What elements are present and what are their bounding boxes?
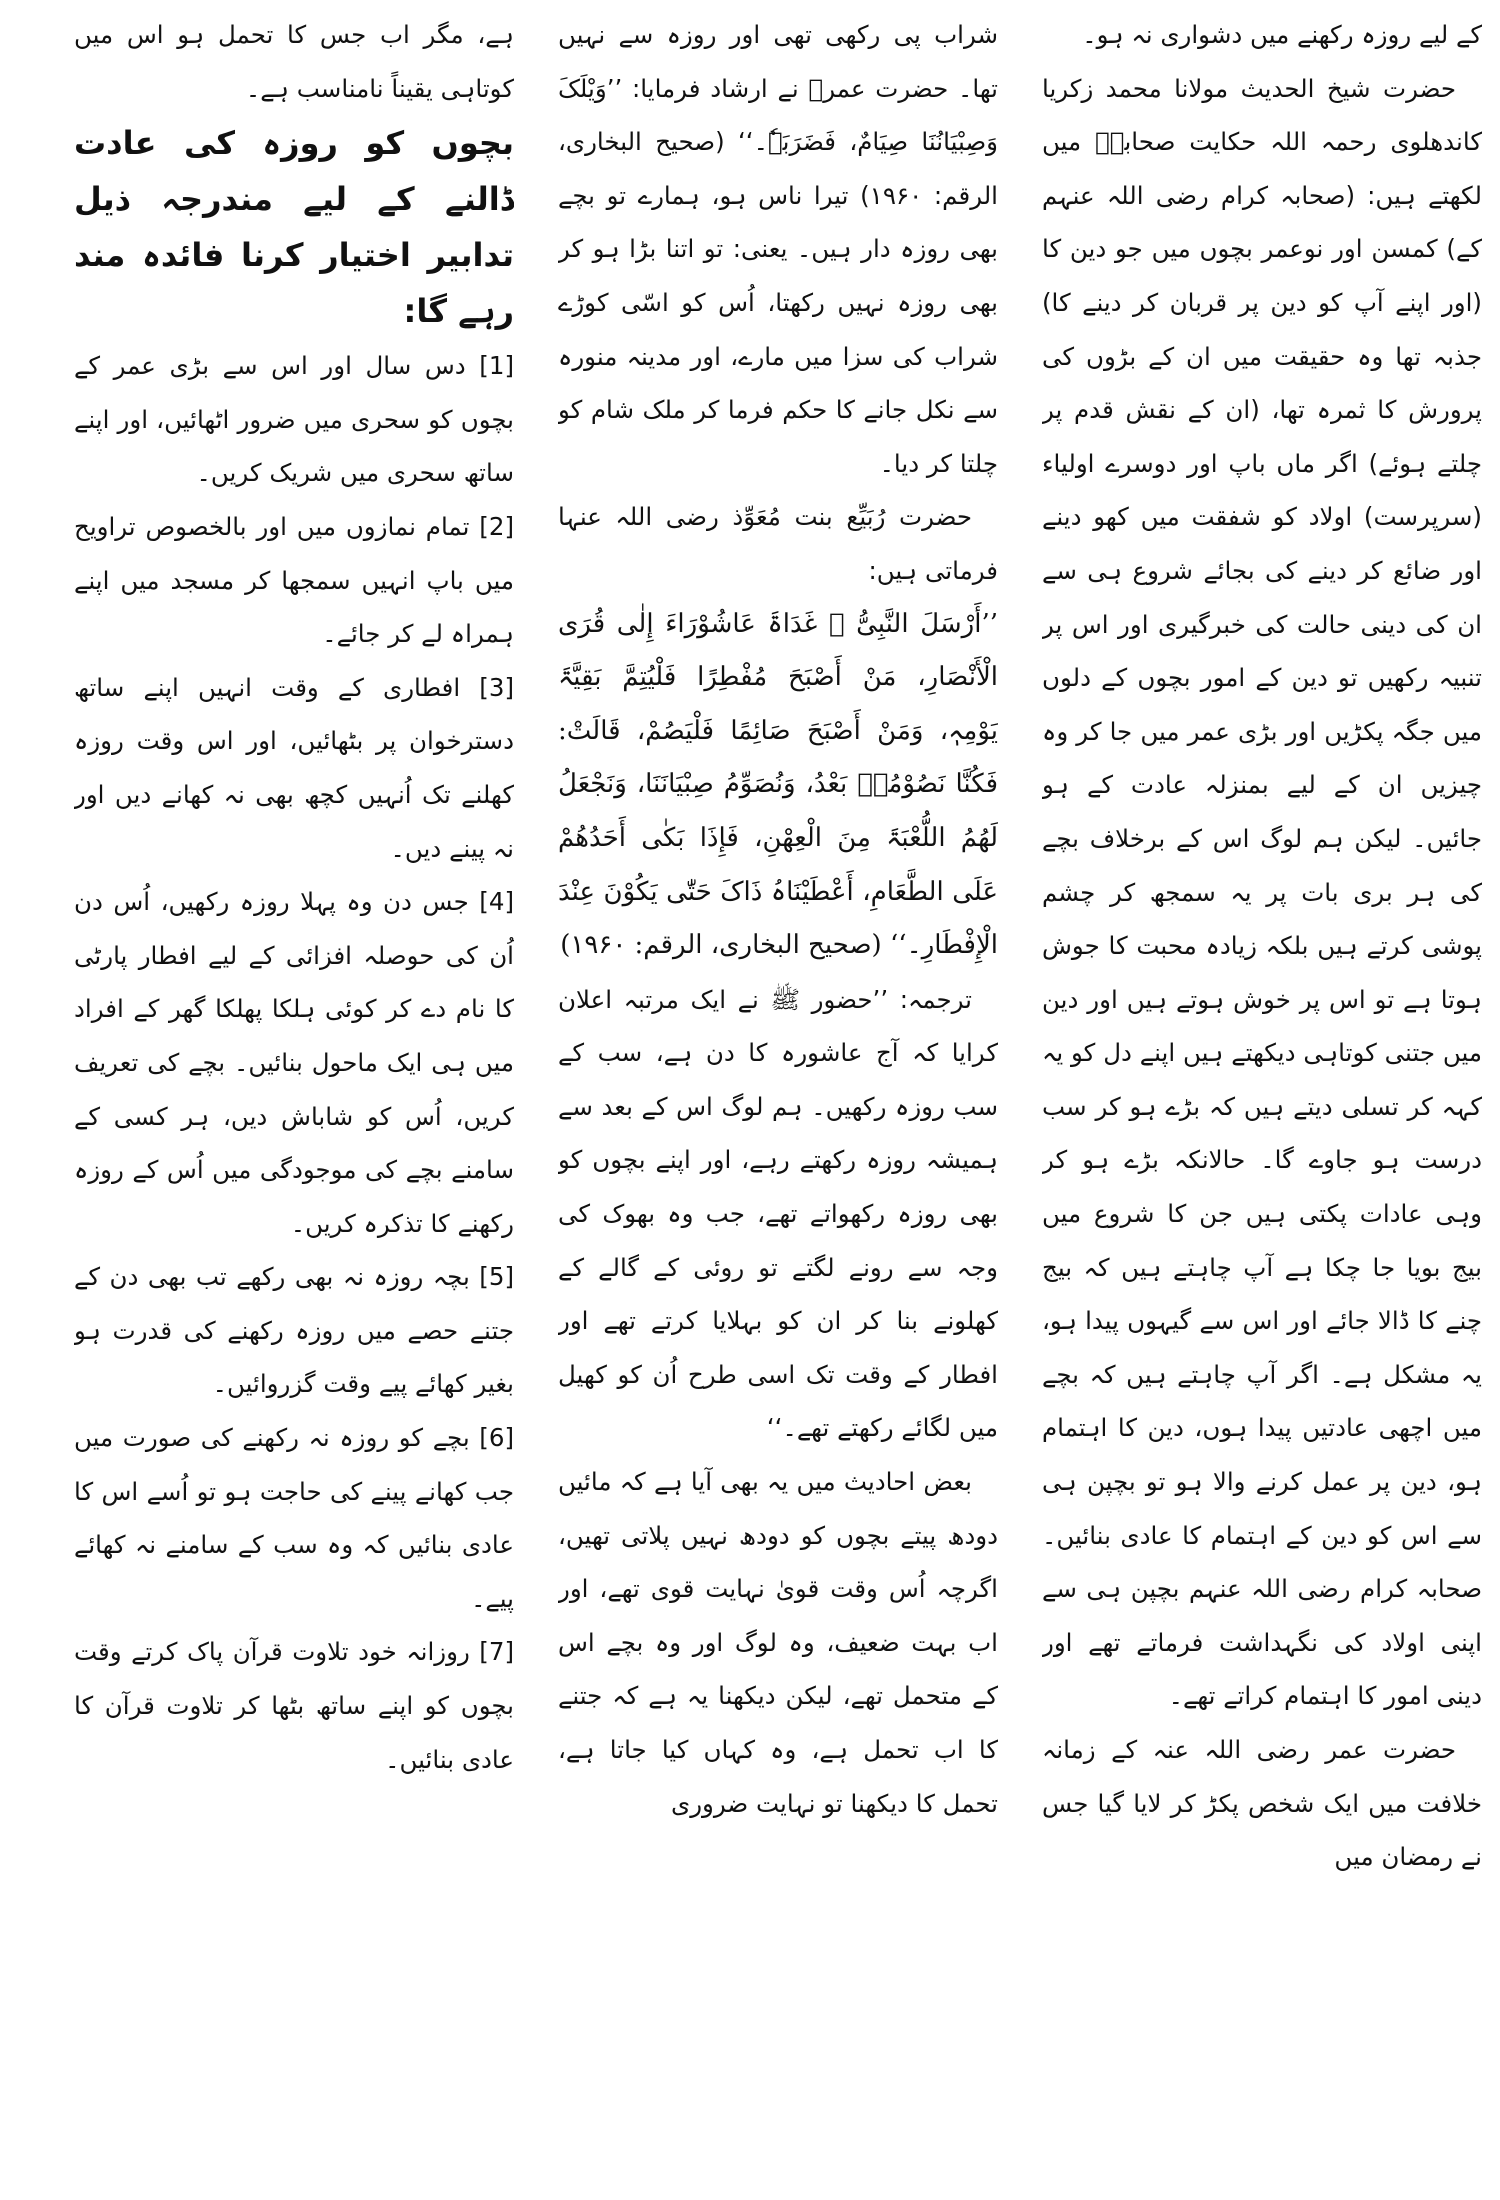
paragraph: حضرت رُبَیِّع بنت مُعَوِّذ رضی اللہ عنہا فرماتی ہیں:	[558, 502, 998, 585]
list-item: [7] روزانہ خود تلاوت قرآن پاک کرتے وقت بچوں کو اپنے ساتھ بٹھا کر تلاوت قرآن کا عادی بنائیں۔	[74, 1637, 514, 1774]
paragraph: شراب پی رکھی تھی اور روزہ سے نہیں تھا۔ حضرت عمرؓ نے ارشاد فرمایا: ’’وَیْلَکَ وَصِبْیَانُنَا صِیَامٌ، فَضَرَبَہٗ۔‘‘ (صحیح البخاری، الرقم: ۱۹۶۰) تیرا ناس ہو، ہمارے تو بچے بھی روزہ دار ہیں۔ یعنی: تو اتنا بڑا ہو کر بھی روزہ نہیں رکھتا، اُس کو اسّی کوڑے شراب کی سزا میں مارے، اور مدینہ منورہ سے نکل جانے کا حکم فرما کر ملک شام کو چلتا کر دیا۔	[558, 20, 998, 478]
list-item: [4] جس دن وہ پہلا روزہ رکھیں، اُس دن اُن کی حوصلہ افزائی کے لیے افطار پارٹی کا نام دے کر کوئی ہلکا پھلکا گھر کے افراد میں ہی ایک ماحول بنائیں۔ بچے کی تعریف کریں، اُس کو شاباش دیں، ہر کسی کے سامنے بچے کی موجودگی میں اُس کے روزہ رکھنے کا تذکرہ کریں۔	[74, 887, 514, 1238]
paragraph: حضرت عمر رضی اللہ عنہ کے زمانہ خلافت میں ایک شخص پکڑ کر لایا گیا جس نے رمضان میں	[1042, 1735, 1482, 1872]
list-item: [6] بچے کو روزہ نہ رکھنے کی صورت میں جب کھانے پینے کی حاجت ہو تو اُسے اس کا عادی بنائیں کہ وہ سب کے سامنے نہ کھائے پیے۔	[74, 1423, 514, 1613]
column-middle	[558, 8, 998, 2190]
paragraph: بعض احادیث میں یہ بھی آیا ہے کہ مائیں دودھ پیتے بچوں کو دودھ نہیں پلاتی تھیں، اگرچہ اُس وقت قویٰ نہایت قوی تھے، اور اب بہت ضعیف، وہ لوگ اور وہ بچے اس کے متحمل تھے، لیکن دیکھنا یہ ہے کہ جتنے کا اب تحمل ہے، وہ کہاں کیا جاتا ہے، تحمل کا دیکھنا تو نہایت ضروری	[558, 1467, 998, 1818]
list-item: [5] بچہ روزہ نہ بھی رکھے تب بھی دن کے جتنے حصے میں روزہ رکھنے کی قدرت ہو بغیر کھائے پیے وقت گزروائیں۔	[74, 1262, 514, 1399]
list-item: [3] افطاری کے وقت انہیں اپنے ساتھ دسترخوان پر بٹھائیں، اور اس وقت روزہ کھلنے تک اُنہیں کچھ بھی نہ کھانے دیں اور نہ پینے دیں۔	[74, 672, 514, 863]
paragraph: حضرت شیخ الحدیث مولانا محمد زکریا کاندھلوی رحمہ اللہ حکایت صحابہؓ میں لکھتے ہیں: (صحابہ کرام رضی اللہ عنہم کے) کمسن اور نوعمر بچوں میں جو دین کا (اور اپنے آپ کو دین پر قربان کر دینے کا) جذبہ تھا وہ حقیقت میں ان کے بڑوں کی پرورش کا ثمرہ تھا، (ان کے نقش قدم پر چلتے ہوئے) اگر ماں باپ اور دوسرے اولیاء (سرپرست) اولاد کو شفقت میں کھو دینے اور ضائع کر دینے کی بجائے شروع ہی سے ان کی دینی حالت کی خبرگیری اور اس پر تنبیہ رکھیں تو دین کے امور بچوں کے دلوں میں جگہ پکڑیں اور بڑی عمر میں جا کر وہ چیزیں ان کے لیے بمنزلہ عادت کے ہو جائیں۔ لیکن ہم لوگ اس کے برخلاف بچے کی ہر بری بات پر یہ سمجھ کر چشم پوشی کرتے ہیں بلکہ زیادہ محبت کا جوش ہوتا ہے تو اس پر خوش ہوتے ہیں اور دین میں جتنی کوتاہی دیکھتے ہیں اپنے دل کو یہ کہہ کر تسلی دیتے ہیں کہ بڑے ہو کر سب درست ہو جاوے گا۔ حالانکہ بڑے ہو کر وہی عادات پکتی ہیں جن کا شروع میں بیج بویا جا چکا ہے آپ چاہتے ہیں کہ بیج چنے کا ڈالا جائے اور اس سے گیہوں پیدا ہو، یہ مشکل ہے۔ اگر آپ چاہتے ہیں کہ بچے میں اچھی عادتیں پیدا ہوں، دین کا اہتمام ہو، دین پر عمل کرنے والا ہو تو بچپن ہی سے اس کو دین کے اہتمام کا عادی بنائیں۔ صحابہ کرام رضی اللہ عنہم بچپن ہی سے اپنی اولاد کی نگہداشت فرماتے تھے اور دینی امور کا اہتمام کراتے تھے۔	[1042, 73, 1482, 1711]
translation-paragraph: ترجمہ: ’’حضور ﷺ نے ایک مرتبہ اعلان کرایا کہ آج عاشورہ کا دن ہے، سب کے سب روزہ رکھیں۔ ہم لوگ اس کے بعد سے ہمیشہ روزہ رکھتے رہے، اور اپنے بچوں کو بھی روزہ رکھواتے تھے، جب وہ بھوک کی وجہ سے رونے لگتے تو روئی کے گالے کے کھلونے بنا کر ان کو بہلایا کرتے تھے اور افطار کے وقت تک اسی طرح اُن کو کھیل میں لگائے رکھتے تھے۔‘‘	[558, 984, 998, 1443]
paragraph: ہے، مگر اب جس کا تحمل ہو اس میں کوتاہی یقیناً نامناسب ہے۔	[74, 20, 514, 103]
paragraph: کے لیے روزہ رکھنے میں دشواری نہ ہو۔	[1082, 20, 1482, 49]
hadith-arabic: ’’أَرْسَلَ النَّبِیُّ ﷺ غَدَاۃَ عَاشُوْرَاءَ إِلٰی قُرَی الْأَنْصَارِ، مَنْ أَصْبَحَ مُفْطِرًا فَلْیُتِمَّ بَقِیَّۃَ یَوْمِہٖ، وَمَنْ أَصْبَحَ صَائِمًا فَلْیَصُمْ، قَالَتْ: فَکُنَّا نَصُوْمُہٗ بَعْدُ، وَنُصَوِّمُ صِبْیَانَنَا، وَنَجْعَلُ لَھُمُ اللُّعْبَۃَ مِنَ الْعِھْنِ، فَإِذَا بَکٰی أَحَدُھُمْ عَلَی الطَّعَامِ، أَعْطَیْنَاہُ ذَاکَ حَتّٰی یَکُوْنَ عِنْدَ الْإِفْطَارِ۔‘‘ (صحیح البخاری، الرقم: ۱۹۶۰)	[558, 608, 998, 961]
section-heading: بچوں کو روزہ کی عادت ڈالنے کے لیے مندرجہ ذیل تدابیر اختیار کرنا فائدہ مند رہے گا:	[74, 124, 514, 331]
list-item: [1] دس سال اور اس سے بڑی عمر کے بچوں کو سحری میں ضرور اٹھائیں، اور اپنے ساتھ سحری میں شریک کریں۔	[74, 351, 514, 488]
column-left	[74, 8, 514, 2190]
list-item: [2] تمام نمازوں میں اور بالخصوص تراویح میں باپ انہیں سمجھا کر مسجد میں اپنے ہمراہ لے کر جائے۔	[74, 511, 514, 649]
column-right	[1042, 8, 1482, 2190]
